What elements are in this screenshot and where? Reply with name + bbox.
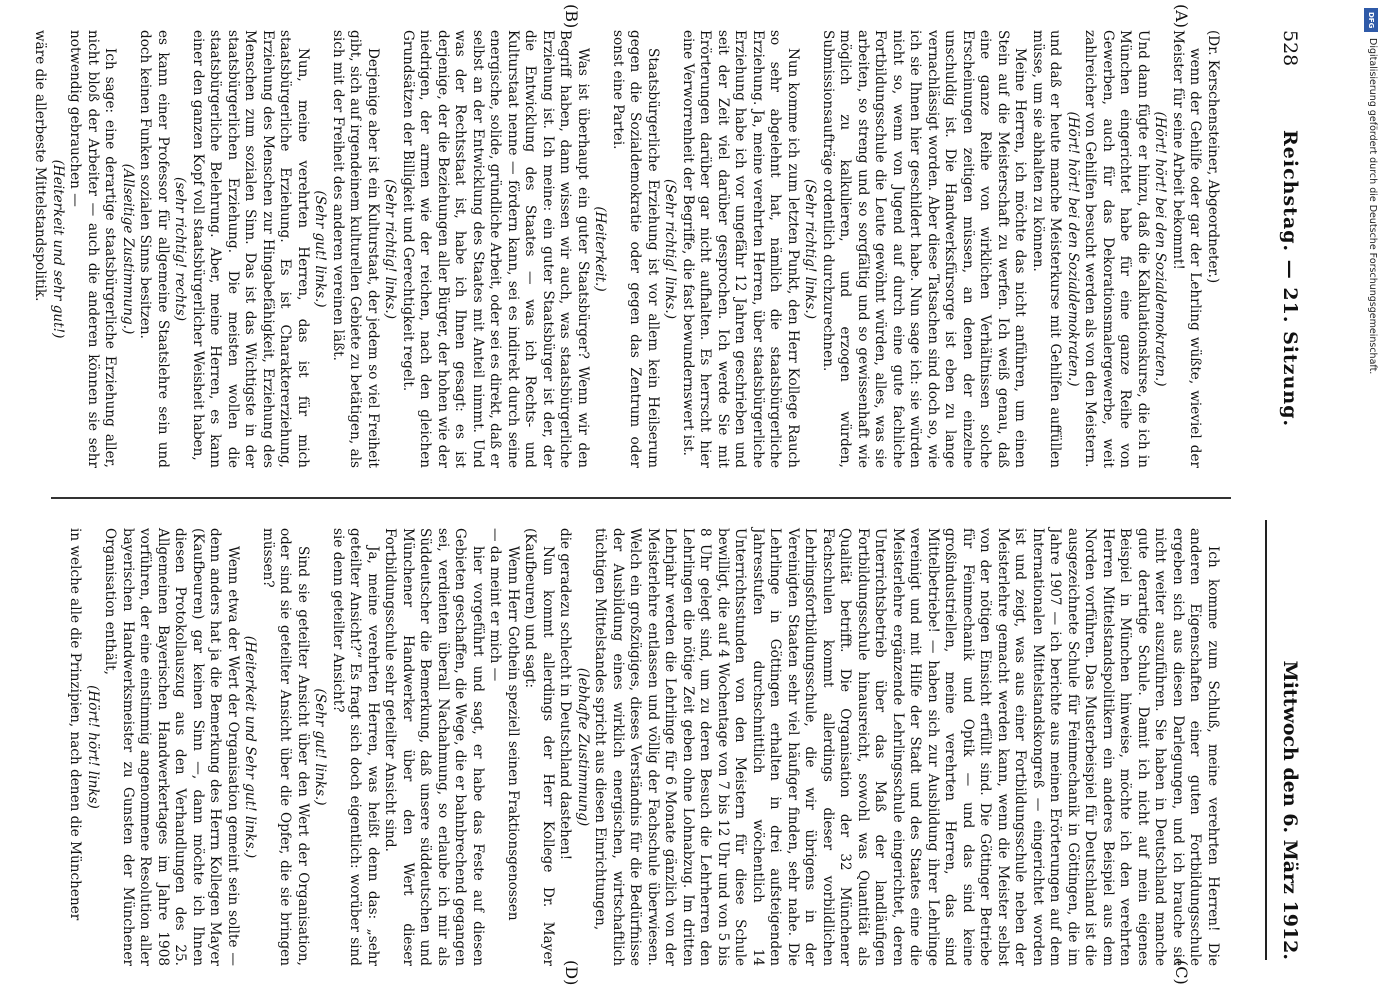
header-rule [1265,520,1267,960]
paragraph: Ich sage: eine derartige staatsbürgerliche Erziehung aller, nicht bloß der Arbeiter — auch die anderen können sie sehr notwendig gebrauchen — [67,30,119,468]
paragraph: die geradezu schlecht in Deutschland dastehen! [557,528,574,861]
quotation: Wenn Herr Gothein speziell seinen Fraktionsgenossen [505,546,521,921]
right-column [61,528,1221,966]
interjection: (Sehr richtig! links.) [662,178,679,320]
interjection: (Sehr richtig! links.) [382,178,399,320]
margin-mark-d: (D) [562,960,581,986]
running-header [1271,0,1301,1000]
speaker-line: (Dr. Kerschensteiner, Abgeordneter.) [1205,30,1221,284]
interjection: (Heiterkeit.) [592,206,609,292]
paragraph: Nun kommt allerdings der Herr Kollege Dr. Mayer (Kaufbeuren) und sagt: [522,528,556,966]
interjection: (Sehr gut! links.) [312,688,329,806]
margin-mark-c: (C) [1172,960,1191,985]
aside: — da meint er mich — [487,528,504,682]
column-divider [51,497,1231,499]
credit-text: Digitalisierung gefördert durch die Deutsche Forschungsgemeinschaft. [1367,38,1378,375]
interjection: (Heiterkeit und Sehr gut! links.) [242,635,259,859]
interjection: (Hört! hört! bei den Sozialdemokraten.) [1152,111,1169,387]
interjection: (sehr richtig! rechts) [172,176,189,322]
paragraph: Staatsbürgerliche Erziehung ist vor allem kein Heilserum gegen die Sozialdemokratie oder gegen das Zentrum oder sonst eine Partei. [610,30,661,468]
rotated-newspaper-page [32,0,1341,1000]
paragraph: Nun, meine verehrten Herren, das ist für mich staatsbürgerliche Erziehung. Es ist Charaktererziehung, Erziehung des Menschen zur Hingabefähigkeit, Erziehung des Menschen zum sozialen Sinn. Das ist das Wichtigste in der staatsbürgerlichen Erziehung. Die meisten wollen die staatsbürgerliche Belehrung. Aber, meine Herren, es kann einer den ganzen Kopf voll staatsbürgerlicher Weisheit haben, [190,30,311,468]
interjection: (Heiterkeit und sehr gut!) [50,159,66,339]
page-number: 528 [1279,30,1301,67]
interjection: (Hört! hört! links) [85,685,101,809]
paragraph: Nun komme ich zum letzten Punkt, den Herr Kollege Rauch so sehr abgelehnt hat, nämlich die staatsbürgerliche Erziehung. Ja, meine verehrten Herren, über staatsbürgerliche Erziehung habe ich vor ungefähr 12 Jahren geschrieben und seit der Zeit viel darüber gesprochen. Ich werde Sie mit Erörterungen darüber gar nicht aufhalten. Es herrscht hier eine Verworrenheit der Begriffe, die fast bewundernswert ist. [680,30,801,468]
left-column [32,30,1221,468]
quotation: hier vorgeführt und sagt, er habe das Feste auf diesen Gebieten geschaffen, die Wege, die er bahnbrechend gegangen sei, verdienten überall Nachahmung, so erlaube ich mir als Süddeutscher die Bemerkung, daß unsere süddeutschen und Münchener Handwerker über den Wert dieser Fortbildungsschule sehr geteilter Ansicht sind. [382,528,486,966]
running-title: Reichstag. — 21. Sitzung. [1279,130,1301,428]
paragraph: wenn der Gehilfe oder gar der Lehrling wüßte, wieviel der Meister für seine Arbeit bekommt! [1170,30,1204,468]
margin-mark-a: (A) [1172,4,1191,29]
paragraph: in welche alle die Prinzipien, nach denen die Münchener [67,528,84,921]
paragraph: Sind sie geteilter Ansicht über den Wert der Organisation, oder sind sie geteilter Ansicht über die Opfer, die sie bringen müssen? [260,528,311,966]
margin-mark-b: (B) [562,4,581,29]
paragraph: Was ist überhaupt ein guter Staatsbürger? Wenn wir den Begriff haben, dann wissen wir auch, was staatsbürgerliche Erziehung ist. Ich meine: ein guter Staatsbürger ist der, der die Entwicklung des Staates — was ich Rechts- und Kulturstaat nenne — fördern kann, sei es indirekt durch seine energische, solide, gründliche Arbeit, oder sei es direkt, daß er selbst an der Entwicklung des Staates mit Anteil nimmt. Und was der Rechtsstaat ist, habe ich Ihnen gesagt: es ist derjenige, der die Beziehungen aller Bürger, der hohen wie der niedrigen, der armen wie der reichen, nach den gleichen Grundsätzen der Billigkeit und Gerechtigkeit regelt. [400,30,591,468]
interjection: (Allseitige Zustimmung.) [120,163,136,335]
paragraph: Derjenige aber ist ein Kulturstaat, der jedem so viel Freiheit gibt, sich auf irgendeinem kulturellen Gebiete zu betätigen, als sich mit der Freiheit des anderen vereinen läßt. [330,30,381,468]
paragraph: und daß er heute manche Meisterkurse mit Gehilfen auffüllen müsse, um sie abhalten zu können. [1030,30,1064,468]
interjection: (Sehr gut! links.) [312,190,329,308]
running-date: Mittwoch den 6. März 1912. [1279,660,1301,960]
interjection: (lebhafte Zustimmung) [575,667,591,827]
paragraph: Wenn etwa der Wert der Organisation gemeint sein sollte — denn anders hat ja die Bemerkung des Herrn Kollegen Mayer (Kaufbeuren) gar keinen Sinn —, dann möchte ich Ihnen diesen Protokollauszug aus den Verhandlungen des 25. Allgemeinen Bayerischen Handwerkertages im Jahre 1908 vorführen, der eine einstimmig angenommene Resolution aller bayerischen Handwerksmeister zu Gunsten der Münchener Organisation enthält, [102,528,241,966]
paragraph: Und dann fügte er hinzu, daß die Kalkulationskurse, die ich in München eingerichtet habe für eine ganze Reihe von Gewerben, auch für das Dekorationsmalergewerbe, weit zahlreicher von Gehilfen besucht werden als von den Meistern. [1082,30,1151,468]
paragraph: Ich komme zum Schluß, meine verehrten Herren! Die anderen Eigenschaften einer guten Fortbildungsschule ergeben sich aus diesen Darlegungen, und ich brauche sie nicht weiter auszuführen. Sie haben in Deutschland manche gute derartige Schule. Damit ich nicht auf mein eigenes Beispiel in München hinweise, möchte ich den verehrten Herren Mittelstandspolitikern ein anderes Beispiel aus dem Norden vorführen. Das Musterbeispiel für Deutschland ist die ausgezeichnete Schule für Feinmechanik in Göttingen, die im Jahre 1907 — ich berichte aus meinen Erörterungen auf dem Internationalen Mittelstandskongreß — eingerichtet worden ist und zeigt, was aus einer Fortbildungsschule neben der Meisterlehre gemacht werden kann, wenn die Meister selbst von der nötigen Einsicht erfüllt sind. Die Göttinger Betriebe für Feinmechanik und Optik — und das sind keine großindustriellen, meine verehrten Herren, das sind Mittelbetriebe! — haben sich zur Ausbildung ihrer Lehrlinge vereinigt und mit Hilfe der Stadt und des Staates eine die Meisterlehre ergänzende Lehrlingsschule eingerichtet, deren Unterrichtsbetrieb über das Maß der landläufigen Fortbildungsschule hinausreicht, sowohl was Quantität als Qualität betrifft. Die Organisation der 32 Münchener Fachschulen kommt allerdings dieser vorbildlichen Lehrlingsfortbildungsschule, die wir übrigens in der Vereinigten Staaten sehr viel häufiger finden, sehr nahe. Die Lehrlinge in Göttingen erhalten in drei aufsteigenden Jahresstufen durchschnittlich wöchentlich 14 Unterrichtsstunden von den Meistern für diese Schule bewilligt, die auf 4 Wochentage von 7 bis 12 Uhr und von 5 bis 8 Uhr gelegt sind, um zu deren Besuch die Lehrherren den Lehrlingen die nötige Zeit geben ohne Lohnabzug. Im dritten Lehrjahr werden die Lehrlinge für 6 Monate gänzlich von der Meisterlehre entlassen und völlig der Fachschule überwiesen. Welch ein großzügiges, dieses Verständnis für die Bedürfnisse der Ausbildung eines wirklich energischen, wirtschaftlich tüchtigen Mittelstandes spricht aus diesen Einrichtungen, [592,528,1221,966]
interjection: (Hört! hört! bei den Sozialdemokraten.) [1065,111,1081,387]
paragraph: Meine Herren, ich möchte das nicht anführen, um einen Stein auf die Meisterschaft zu werfen. Ich weiß genau, daß eine ganze Reihe von wirklichen Verhältnissen solche Erscheinungen zeitigen müssen, an denen der einzelne unschuldig ist. Die Handwerksfürsorge ist eben zu lange vernachlässigt worden. Aber diese Tatsachen sind doch so, wie ich sie Ihnen hier geschildert habe. Nun sage ich: sie würden nicht so, wenn von Jugend auf durch eine gute fachliche Fortbildungsschule die Leute gewöhnt würden, alles, was sie arbeiten, so streng und so sorgfältig und so gewissenhaft wie möglich zu kalkulieren, und erzogen würden, Submissionsaufträge ordentlich durchzurechnen. [820,30,1029,468]
dfg-logo: DFG [1364,8,1378,32]
digitization-credit-strip [1364,8,1378,998]
paragraph: es kann einer Professor für allgemeine Staatslehre sein und doch keinen Funken sozialen Sinns besitzen. [137,30,171,468]
paragraph: wäre die allerbeste Mittelstandspolitik. [32,30,49,302]
paragraph: Ja, meine verehrten Herren, was heißt denn das: „sehr geteilter Ansicht?“ Es fragt sich doch eigentlich: worüber sind sie denn geteilter Ansicht? [330,528,381,966]
interjection: (Sehr richtig! links.) [802,178,819,320]
